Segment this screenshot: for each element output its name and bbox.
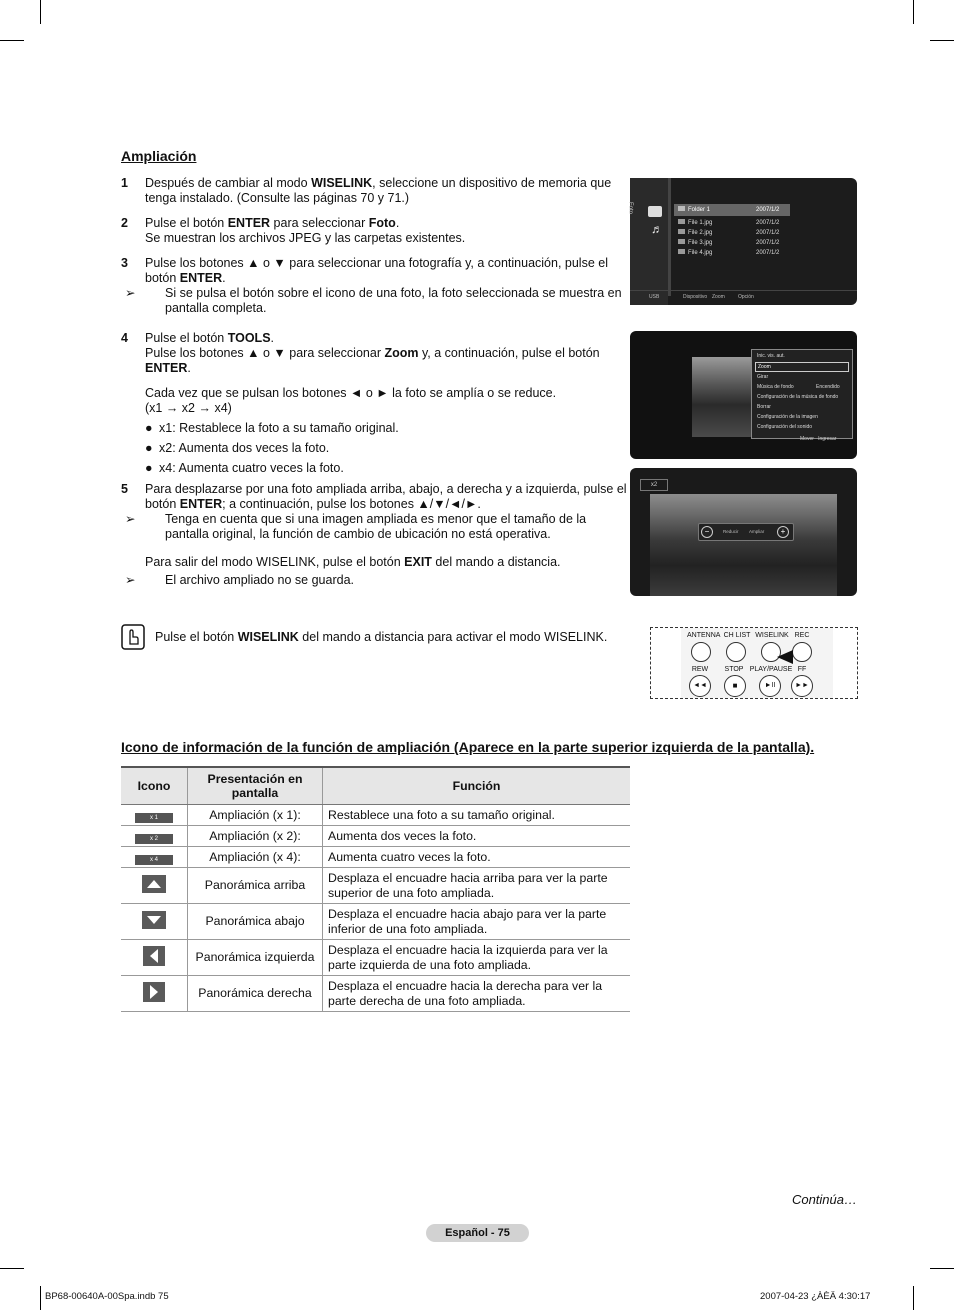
step-number: 5	[121, 482, 128, 496]
table-row	[121, 805, 630, 826]
crop-mark	[930, 1268, 954, 1269]
continues-label: Continúa…	[791, 1192, 857, 1207]
ff-label: FF	[797, 666, 807, 673]
note-arrow-icon: ➢	[125, 512, 136, 526]
bullet-item: ● x4: Aumenta cuatro veces la foto.	[145, 461, 344, 475]
step-number: 2	[121, 216, 128, 230]
stop-label: STOP	[724, 666, 744, 673]
photo-icon	[648, 206, 662, 217]
function-cell: Aumenta dos veces la foto.	[323, 826, 631, 847]
photo-file-icon	[678, 229, 685, 234]
antenna-button[interactable]	[691, 642, 711, 662]
step-text: Cada vez que se pulsan los botones ◄ o ► la foto se amplía o se reduce. (x1 → x2 → x4)	[145, 386, 557, 415]
list-row[interactable]: File 1.jpg 2007/1/2	[674, 218, 794, 228]
zoom-in-icon[interactable]: +	[777, 526, 789, 538]
step-text: Después de cambiar al modo WISELINK, seleccione un dispositivo de memoria que tenga instalado. (Consulte las páginas 70 y 71.)	[145, 176, 612, 205]
function-cell: Desplaza el encuadre hacia la izquierda para ver la parte izquierda de una foto ampliada.	[323, 940, 631, 976]
folder-icon	[678, 206, 685, 211]
crop-mark	[0, 40, 24, 41]
function-cell: Desplaza el encuadre hacia la derecha para ver la parte derecha de una foto ampliada.	[323, 976, 631, 1012]
icon-cell	[121, 976, 188, 1012]
display-cell: Ampliación (x 4):	[188, 847, 323, 868]
table-row	[121, 940, 630, 976]
display-cell: Panorámica derecha	[188, 976, 323, 1012]
chlist-button[interactable]	[726, 642, 746, 662]
bullet-icon: ●	[145, 441, 153, 455]
display-cell: Ampliación (x 1):	[188, 805, 323, 826]
section-title-icon-info: Icono de información de la función de ampliación (Aparece en la parte superior izquierda de la pantalla).	[121, 739, 815, 755]
antenna-label: ANTENNA	[687, 632, 721, 639]
note: ➢ Tenga en cuenta que si una imagen ampliada es menor que el tamaño de la pantalla original, la función de cambio de ubicación no está operativa.	[125, 512, 587, 541]
step-number: 1	[121, 176, 128, 190]
pointer-arrow-icon	[777, 650, 793, 664]
photo-file-icon	[678, 219, 685, 224]
zoom-info-table	[121, 766, 630, 1012]
column-header: Presentación en pantalla	[188, 767, 323, 805]
rec-button[interactable]	[792, 642, 812, 662]
step-3	[121, 256, 631, 316]
icon-cell	[121, 904, 188, 940]
zoom-out-label: Reducir	[723, 529, 739, 534]
ff-button[interactable]: ►►	[791, 675, 813, 697]
up-arrow-icon	[142, 875, 166, 893]
section-title-ampliacion: Ampliación	[121, 148, 197, 164]
list-row-selected[interactable]: Folder 1 2007/1/2	[674, 204, 790, 216]
zoom-out-icon[interactable]: −	[701, 526, 713, 538]
tv-screen-file-browser	[627, 178, 857, 305]
zoomed-photo	[650, 494, 837, 596]
playpause-button[interactable]: ►II	[759, 675, 781, 697]
bullet-icon: ●	[145, 421, 153, 435]
screen-footer: Mover Ingresar	[800, 436, 837, 442]
music-icon: ♬	[651, 222, 663, 236]
bullet-item: ● x1: Restablece la foto a su tamaño original.	[145, 421, 399, 435]
right-arrow-icon	[143, 982, 165, 1002]
rec-label: REC	[794, 632, 810, 639]
menu-item[interactable]: Configuración de la música de fondo	[757, 394, 839, 400]
zoom-in-label: Ampliar	[749, 529, 765, 534]
function-cell: Desplaza el encuadre hacia abajo para ver la parte inferior de una foto ampliada.	[323, 904, 631, 940]
menu-item[interactable]: Girar	[757, 374, 769, 380]
table-row	[121, 847, 630, 868]
menu-item[interactable]: Música de fondo Encendido	[757, 384, 840, 390]
crop-mark	[0, 1268, 24, 1269]
photo-file-icon	[678, 249, 685, 254]
left-arrow-icon	[143, 946, 165, 966]
icon-cell	[121, 940, 188, 976]
crop-mark	[930, 40, 954, 41]
rew-button[interactable]: ◄◄	[689, 675, 711, 697]
step-text: Pulse los botones ▲ o ▼ para seleccionar una fotografía y, a continuación, pulse el botón ENTER.	[145, 256, 608, 285]
print-footer-right: 2007-04-23 ¿ÀÈÄ 4:30:17	[760, 1291, 871, 1302]
menu-item-selected[interactable]: Zoom	[755, 362, 849, 372]
list-row[interactable]: File 2.jpg 2007/1/2	[674, 228, 794, 238]
crop-mark	[40, 1286, 41, 1310]
crop-mark	[913, 1286, 914, 1310]
display-cell: Panorámica arriba	[188, 868, 323, 904]
function-cell: Aumenta cuatro veces la foto.	[323, 847, 631, 868]
note-arrow-icon: ➢	[125, 573, 136, 587]
menu-item[interactable]: Borrar	[757, 404, 771, 410]
display-cell: Ampliación (x 2):	[188, 826, 323, 847]
bullet-icon: ●	[145, 461, 153, 475]
note: ➢ El archivo ampliado no se guarda.	[125, 573, 355, 587]
list-row[interactable]: File 4.jpg 2007/1/2	[674, 248, 794, 258]
menu-item[interactable]: Configuración del sonido	[757, 424, 813, 430]
down-arrow-icon	[142, 911, 166, 929]
crop-mark	[913, 0, 914, 24]
zoom-x1-icon: x 1	[135, 813, 173, 823]
step-1	[121, 176, 631, 206]
icon-cell	[121, 826, 188, 847]
chlist-label: CH LIST	[723, 632, 751, 639]
photo-file-icon	[678, 239, 685, 244]
icon-cell	[121, 868, 188, 904]
table-row	[121, 976, 630, 1012]
step-text: Para salir del modo WISELINK, pulse el botón EXIT del mando a distancia.	[145, 555, 561, 569]
note-arrow-icon: ➢	[125, 286, 136, 300]
playpause-label: PLAY/PAUSE	[749, 666, 793, 673]
side-label: Foto	[627, 202, 633, 215]
table-row	[121, 868, 630, 904]
list-row[interactable]: File 3.jpg 2007/1/2	[674, 238, 794, 248]
menu-item[interactable]: Inic. vis. aut.	[757, 353, 785, 359]
column-header: Icono	[121, 767, 188, 805]
tools-menu	[751, 349, 853, 439]
icon-cell	[121, 805, 188, 826]
step-text: Pulse el botón ENTER para seleccionar Foto. Se muestran los archivos JPEG y las carpetas existentes.	[145, 216, 466, 245]
icon-cell	[121, 847, 188, 868]
crop-mark	[40, 0, 41, 24]
step-text: Para desplazarse por una foto ampliada arriba, abajo, a derecha y a izquierda, pulse el botón ENTER; a continuación, pulse los botones ▲/▼/◄/►.	[145, 482, 627, 511]
zoom-control	[698, 523, 794, 541]
display-cell: Panorámica abajo	[188, 904, 323, 940]
side-panel	[630, 178, 668, 305]
screen-footer: USB Dispositivo Zoom Opción	[630, 290, 857, 306]
wiselink-label: WISELINK	[755, 632, 789, 639]
print-footer-left: BP68-00640A-00Spa.indb 75	[45, 1291, 169, 1302]
function-cell: Restablece una foto a su tamaño original.	[323, 805, 631, 826]
step-2	[121, 216, 631, 246]
tv-screen-tools-menu	[630, 331, 857, 459]
tv-screen-zoom	[630, 468, 857, 596]
zoom-badge: x2	[640, 479, 668, 491]
table-row	[121, 904, 630, 940]
step-number: 4	[121, 331, 128, 345]
step-text: Pulse el botón TOOLS. Pulse los botones ▲ o ▼ para seleccionar Zoom y, a continuación, pulse el botón ENTER.	[145, 331, 600, 375]
table-header-row	[121, 767, 630, 805]
rew-label: REW	[691, 666, 709, 673]
zoom-x4-icon: x 4	[135, 855, 173, 865]
column-header: Función	[323, 767, 631, 805]
bullet-item: ● x2: Aumenta dos veces la foto.	[145, 441, 330, 455]
display-cell: Panorámica izquierda	[188, 940, 323, 976]
note: ➢ Si se pulsa el botón sobre el icono de una foto, la foto seleccionada se muestra en pantalla completa.	[125, 286, 622, 315]
hand-icon	[121, 624, 145, 650]
menu-item[interactable]: Configuración de la imagen	[757, 414, 818, 420]
divider	[668, 178, 671, 296]
table-row	[121, 826, 630, 847]
step-number: 3	[121, 256, 128, 270]
page-number-badge: Español - 75	[426, 1224, 529, 1242]
tip-text: Pulse el botón WISELINK del mando a distancia para activar el modo WISELINK.	[155, 630, 608, 644]
step-4	[121, 331, 631, 476]
step-5	[121, 482, 631, 588]
stop-button[interactable]: ■	[724, 675, 746, 697]
zoom-x2-icon: x 2	[135, 834, 173, 844]
file-list	[674, 204, 794, 258]
remote-control-illustration	[650, 627, 858, 699]
function-cell: Desplaza el encuadre hacia arriba para ver la parte superior de una foto ampliada.	[323, 868, 631, 904]
